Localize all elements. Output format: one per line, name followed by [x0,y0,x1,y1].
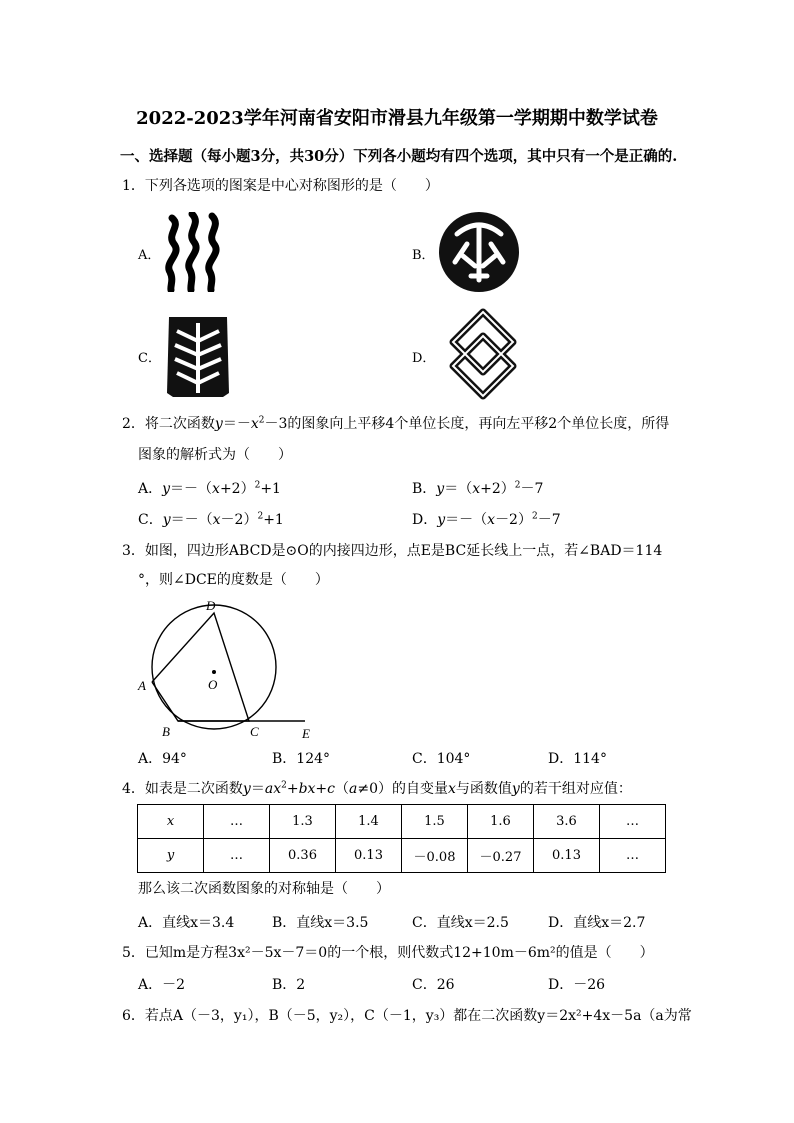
q5-option-a: A．－2 [138,977,186,993]
question-4-stem: 4．如表是二次函数$y=ax^2+bx+c(a\ne 0)$的自变量x与函数值y的若干组对应值： [122,780,632,797]
table-cell: … [204,805,270,839]
q1-option-c-label: C． [138,351,161,366]
q5-option-c: C．26 [412,977,455,993]
q5-option-d: D．－26 [548,977,606,993]
table-row [138,805,666,839]
q5-option-b: B．2 [272,977,306,993]
table-cell: … [204,839,270,873]
q3-option-b: B．124° [272,751,331,767]
q1-option-d-image [441,306,525,402]
q3-option-a: A．94° [138,751,187,767]
table-cell: … [600,805,666,839]
table-cell: 3.6 [534,805,600,839]
table-cell: 1.4 [336,805,402,839]
question-2-stem: 2．将二次函数$y=-x^2-3$的图象向上平移4个单位长度，再向左平移2个单位长度，所得 [122,415,670,432]
table-cell: 0.13 [534,839,600,873]
q4-option-a: A．直线x＝3.4 [138,915,235,931]
q4-option-d: D．直线x＝2.7 [548,915,646,931]
q1-option-b-image [437,210,521,294]
point-b-label: B [162,724,170,739]
question-3-stem-line1: 3．如图，四边形ABCD是⊙O的内接四边形，点E是BC延长线上一点，若∠BAD＝114 [122,543,663,559]
q2-option-d: D．$y=-(x-2)^2-7$ [412,511,561,528]
table-cell: －0.27 [468,839,534,873]
table-cell: －0.08 [402,839,468,873]
table-cell: 1.6 [468,805,534,839]
q4-value-table [137,804,666,873]
quadrilateral-abcd [152,613,249,721]
question-6-stem: 6．若点A（－3，y₁），B（－5，y₂），C（－1，y₃）都在二次函数y＝2x²+4x－5a（a为常 [122,1008,692,1024]
question-2-stem-line2: 图象的解析式为（ ） [138,447,292,463]
table-cell: … [600,839,666,873]
point-c-label: C [250,724,259,739]
q2-option-a: A．$y=-(x+2)^2+1$ [138,480,281,497]
question-1-stem: 1．下列各选项的图案是中心对称图形的是（ ） [122,178,439,194]
q2-option-b: B．$y=(x+2)^2-7$ [412,480,544,497]
q3-circle-diagram [130,590,330,740]
table-cell: y [138,839,204,873]
q2-option-c: C．$y=-(x-2)^2+1$ [138,511,284,528]
q1-option-a-image [162,212,226,292]
table-cell: 0.13 [336,839,402,873]
q1-option-b-label: B． [412,248,435,263]
q1-option-c-image [163,313,233,399]
q4-option-c: C．直线x＝2.5 [412,915,509,931]
table-cell: 1.3 [270,805,336,839]
table-cell: x [138,805,204,839]
point-o-label: O [208,677,218,692]
point-e-label: E [302,726,310,740]
q4-option-b: B．直线x＝3.5 [272,915,369,931]
point-d-label: D [206,598,216,613]
q3-option-c: C．104° [412,751,471,767]
table-cell: 1.5 [402,805,468,839]
question-3-stem-line2: °，则∠DCE的度数是（ ） [138,572,329,588]
q1-option-d-label: D． [412,351,436,366]
center-point [212,670,216,674]
table-cell: 0.36 [270,839,336,873]
q1-option-a-label: A． [138,248,161,263]
q3-option-d: D．114° [548,751,607,767]
section-heading: 一、选择题（每小题3分，共30分）下列各小题均有四个选项，其中只有一个是正确的. [120,148,678,165]
table-row [138,839,666,873]
question-4-follow: 那么该二次函数图象的对称轴是（ ） [138,881,390,897]
point-a-label: A [138,678,146,693]
question-5-stem: 5．已知m是方程3x²－5x－7＝0的一个根，则代数式12+10m－6m²的值是（ ） [122,945,654,961]
page-title: 2022-2023学年河南省安阳市滑县九年级第一学期期中数学试卷 [136,108,658,129]
